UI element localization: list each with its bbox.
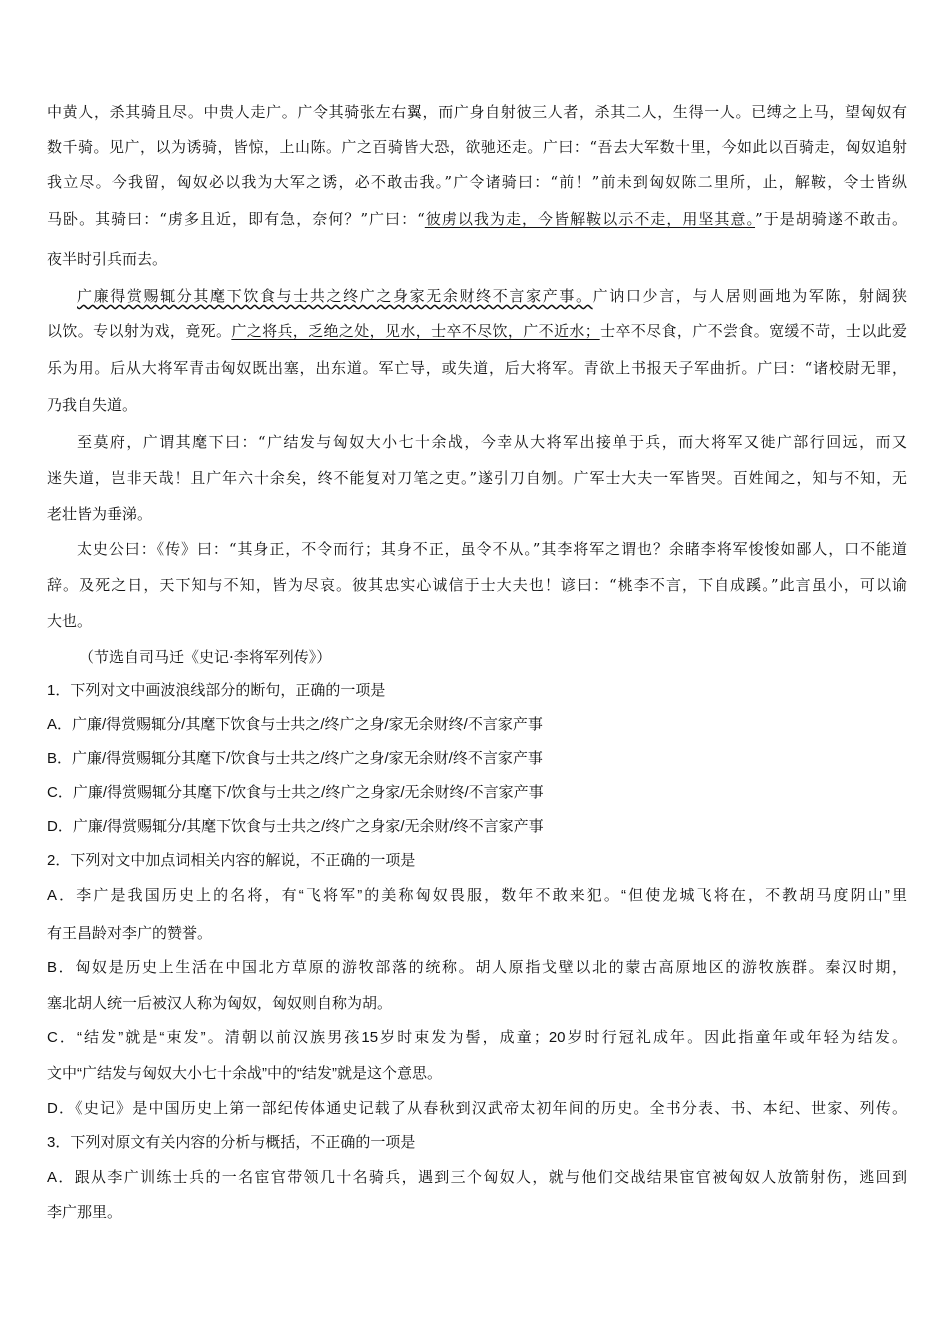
option-c: C．“结发”就是“束发”。清朝以前汉族男孩15岁时束发为髻，成童；20岁时行冠礼成年。因此指童年或年轻为结发。 [47,1029,907,1046]
option-c-cont: 文中“广结发与匈奴大小七十余战”中的“结发”就是这个意思。 [47,1065,442,1082]
option-a: A．跟从李广训练士兵的一名宦官带领几十名骑兵，遇到三个匈奴人，就与他们交战结果宦官被匈奴人放箭射伤，逃回到 [47,1169,907,1186]
passage-line: 至莫府，广谓其麾下曰：“广结发与匈奴大小七十余战，今幸从大将军出接单于兵，而大将军又徙广部行回远，而又 [77,433,907,451]
passage-line: 中黄人，杀其骑且尽。中贵人走广。广令其骑张左右翼，而广身自射彼三人者，杀其二人，生得一人。已缚之上马，望匈奴有 [47,103,907,121]
option-d: D．广廉/得赏赐辄分/其麾下饮食与士共之/终广之身家/无余财/终不言家产事 [47,818,544,835]
option-b: B．匈奴是历史上生活在中国北方草原的游牧部落的统称。胡人原指戈壁以北的蒙古高原地区的游牧族群。秦汉时期， [47,959,907,976]
passage-text: 马卧。其骑曰：“虏多且近，即有急，奈何？”广曰：“ [47,210,425,228]
question-stem: 2．下列对文中加点词相关内容的解说，不正确的一项是 [47,852,416,869]
passage-line: 太史公曰：《传》曰：“其身正，不令而行；其身不正，虽令不从。”其李将军之谓也？余睹李将军悛悛如鄙人，口不能道 [77,540,907,558]
passage-text: 广讷口少言，与人居则画地为军陈，射阔狭 [592,287,907,305]
passage-line [47,203,907,235]
option-a: A．李广是我国历史上的名将，有“飞将军”的美称匈奴畏服，数年不敢来犯。“但使龙城飞将在，不教胡马度阴山”里 [47,887,907,904]
question-stem: 1．下列对文中画波浪线部分的断句，正确的一项是 [47,682,386,699]
option-b-cont: 塞北胡人统一后被汉人称为匈奴，匈奴则自称为胡。 [47,995,393,1012]
option-d: D．《史记》是中国历史上第一部纪传体通史记载了从春秋到汉武帝太初年间的历史。全书分表、书、本纪、世家、列传。 [47,1100,907,1117]
question-stem: 3．下列对原文有关内容的分析与概括，不正确的一项是 [47,1134,416,1151]
passage-text: 士卒不尽食，广不尝食。宽缓不苛，士以此爱 [599,322,907,340]
passage-line: 夜半时引兵而去。 [47,250,168,268]
option-c: C．广廉/得赏赐辄分其麾下/饮食与士共之/终广之身家/无余财终/不言家产事 [47,784,544,801]
passage-line: 大也。 [47,612,93,630]
passage-text: ”于是胡骑遂不敢击。 [755,210,907,228]
passage-line: 乐为用。后从大将军青击匈奴既出塞，出东道。军亡导，或失道，后大将军。青欲上书报天子军曲折。广曰：“诸校尉无罪， [47,359,907,377]
passage-text: 以饮。专以射为戏，竟死。 [47,322,232,340]
passage-line: 数千骑。见广，以为诱骑，皆惊，上山陈。广之百骑皆大恐，欲驰还走。广曰：“吾去大军数十里，今如此以百骑走，匈奴追射 [47,138,907,156]
passage-line: 迷失道，岂非天哉！且广年六十余矣，终不能复对刀笔之吏。”遂引刀自刎。广军士大夫一军皆哭。百姓闻之，知与不知，无 [47,469,907,487]
option-a: A．广廉/得赏赐辄分/其麾下饮食与士共之/终广之身/家无余财终/不言家产事 [47,716,543,733]
option-a-cont: 有王昌龄对李广的赞誉。 [47,925,213,942]
passage-line: 我立尽。今我留，匈奴必以我为大军之诱，必不敢击我。”广令诸骑曰：“前！”前未到匈奴陈二里所，止，解鞍，令士皆纵 [47,173,907,191]
passage-line [77,280,907,312]
underlined-sentence: 广之将兵，乏绝之处，见水，士卒不尽饮，广不近水； [231,322,600,340]
passage-line [47,315,907,347]
option-b: B．广廉/得赏赐辄分其麾下/饮食与士共之/终广之身/家无余财/终不言家产事 [47,750,543,767]
passage-source: （节选自司马迁《史记·李将军列传》） [79,648,332,666]
option-a-cont: 李广那里。 [47,1204,123,1221]
underlined-sentence: 彼虏以我为走，今皆解鞍以示不走，用坚其意。 [424,210,756,228]
wavy-underlined-sentence: 广廉得赏赐辄分其麾下饮食与士共之终广之身家无余财终不言家产事。 [77,287,593,305]
passage-line: 乃我自失道。 [47,396,138,414]
passage-line: 老壮皆为垂涕。 [47,505,153,523]
passage-line: 辞。及死之日，天下知与不知，皆为尽哀。彼其忠实心诚信于士大夫也！谚曰：“桃李不言，下自成蹊。”此言虽小，可以谕 [47,576,907,594]
